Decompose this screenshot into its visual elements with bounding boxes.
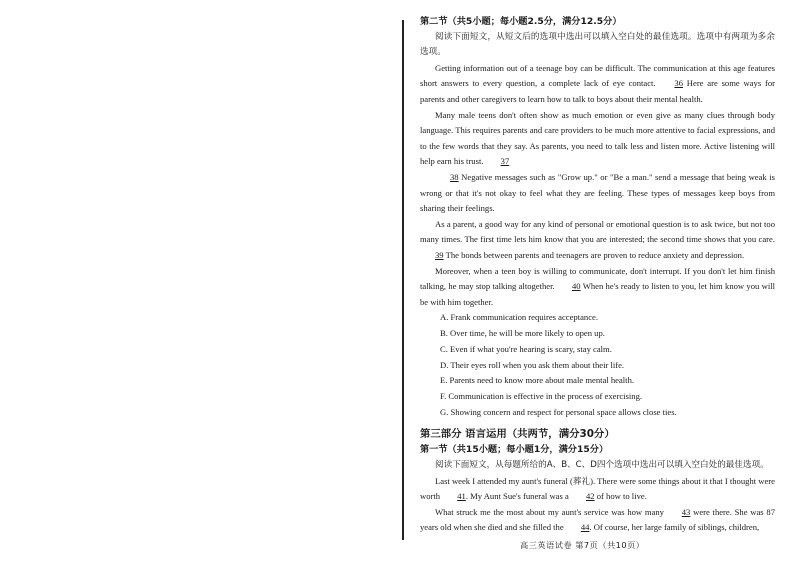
text: of how to live. (596, 491, 647, 502)
text: As a parent, a good way for any kind of personal or emotional question is to ask twice, but not too many times. The first time lets him know that you are interested; the second time shows that you care. (420, 218, 775, 245)
part-3-section-1-heading: 第一节（共15小题；每小题1分，满分15分） (420, 444, 609, 456)
blank-41: 41 (457, 491, 466, 502)
text: . Of course, her large family of siblings, children, (589, 522, 760, 533)
text: were there. She was 87 years old when she died and she filled the (420, 506, 775, 533)
passage-1-paragraph-3 (420, 170, 775, 217)
option-a: A. Frank communication requires acceptance. (440, 312, 598, 323)
part-3-instruction: 阅读下面短文，从每题所给的A、B、C、D四个选项中选出可以填入空白处的最佳选项。 (435, 460, 769, 471)
blank-36: 36 (674, 78, 683, 89)
text: The bonds between parents and teenagers are proven to reduce anxiety and depression. (445, 249, 745, 260)
option-c: C. Even if what you're hearing is scary, stay calm. (440, 343, 612, 354)
part-3-heading: 第三部分 语言运用（共两节，满分30分） (420, 427, 615, 440)
page-footer: 高三英语试卷 第7页（共10页） (520, 540, 645, 550)
blank-39: 39 (435, 249, 444, 260)
passage-1-paragraph-4 (420, 217, 775, 264)
option-b: B. Over time, he will be more likely to open up. (440, 328, 605, 339)
passage-1-paragraph-1 (420, 61, 775, 108)
option-d: D. Their eyes roll when you ask them about their life. (440, 359, 625, 370)
text: What struck me the most about my aunt's service was how many (435, 506, 664, 517)
text: Here are some ways for parents and other caregivers to learn how to talk to boys about their mental health. (420, 78, 776, 104)
text: Many male teens don't often show as much emotion or even give as many clues through body language. This requires parents and care providers to be much more attentive to facial expressions, and to the few words that they say. As parents, you need to talk less and listen more. Active listening will help earn his trust. (420, 109, 775, 167)
passage-2-paragraph-2 (420, 505, 775, 536)
options-list (440, 310, 775, 421)
text: Moreover, when a teen boy is willing to communicate, don't interrupt. If you don't let him finish talking, he may stop talking altogether. (420, 265, 775, 292)
text: When he's ready to listen to you, let him know you will be with him together. (420, 281, 775, 307)
blank-44: 44 (580, 522, 590, 533)
blank-43: 43 (681, 506, 691, 517)
option-e: E. Parents need to know more about male mental health. (440, 375, 635, 386)
passage-1-paragraph-2 (420, 108, 775, 170)
section-2-heading: 第二节（共5小题；每小题2.5分，满分12.5分） (420, 16, 622, 27)
text: Negative messages such as "Grow up." or "Be a man." send a message that being weak is wrong or that it's not okay to feel what they are feeling. These types of messages keep boys from sharing their feelings. (420, 171, 775, 214)
option-g: G. Showing concern and respect for personal space allows close ties. (440, 407, 677, 418)
blank-42: 42 (585, 491, 595, 502)
passage-2-paragraph-1 (420, 474, 775, 505)
blank-38: 38 (450, 171, 459, 182)
text: Getting information out of a teenage boy can be difficult. The communication at this age features short answers to every question, a complete lack of eye contact. (420, 62, 775, 89)
option-f: F. Communication is effective in the process of exercising. (440, 391, 643, 402)
text: . My Aunt Sue's funeral was a (465, 491, 569, 502)
blank-40: 40 (571, 281, 581, 292)
blank-37: 37 (500, 156, 510, 167)
exam-page (420, 14, 775, 536)
binding-margin-line (402, 20, 404, 540)
text: Last week I attended my aunt's funeral (葬礼). There were some things about it that I thought were worth (420, 475, 775, 502)
passage-1-paragraph-5 (420, 264, 775, 311)
section-2-instruction: 阅读下面短文，从短文后的选项中选出可以填入空白处的最佳选项。选项中有两项为多余选项。 (420, 31, 775, 58)
